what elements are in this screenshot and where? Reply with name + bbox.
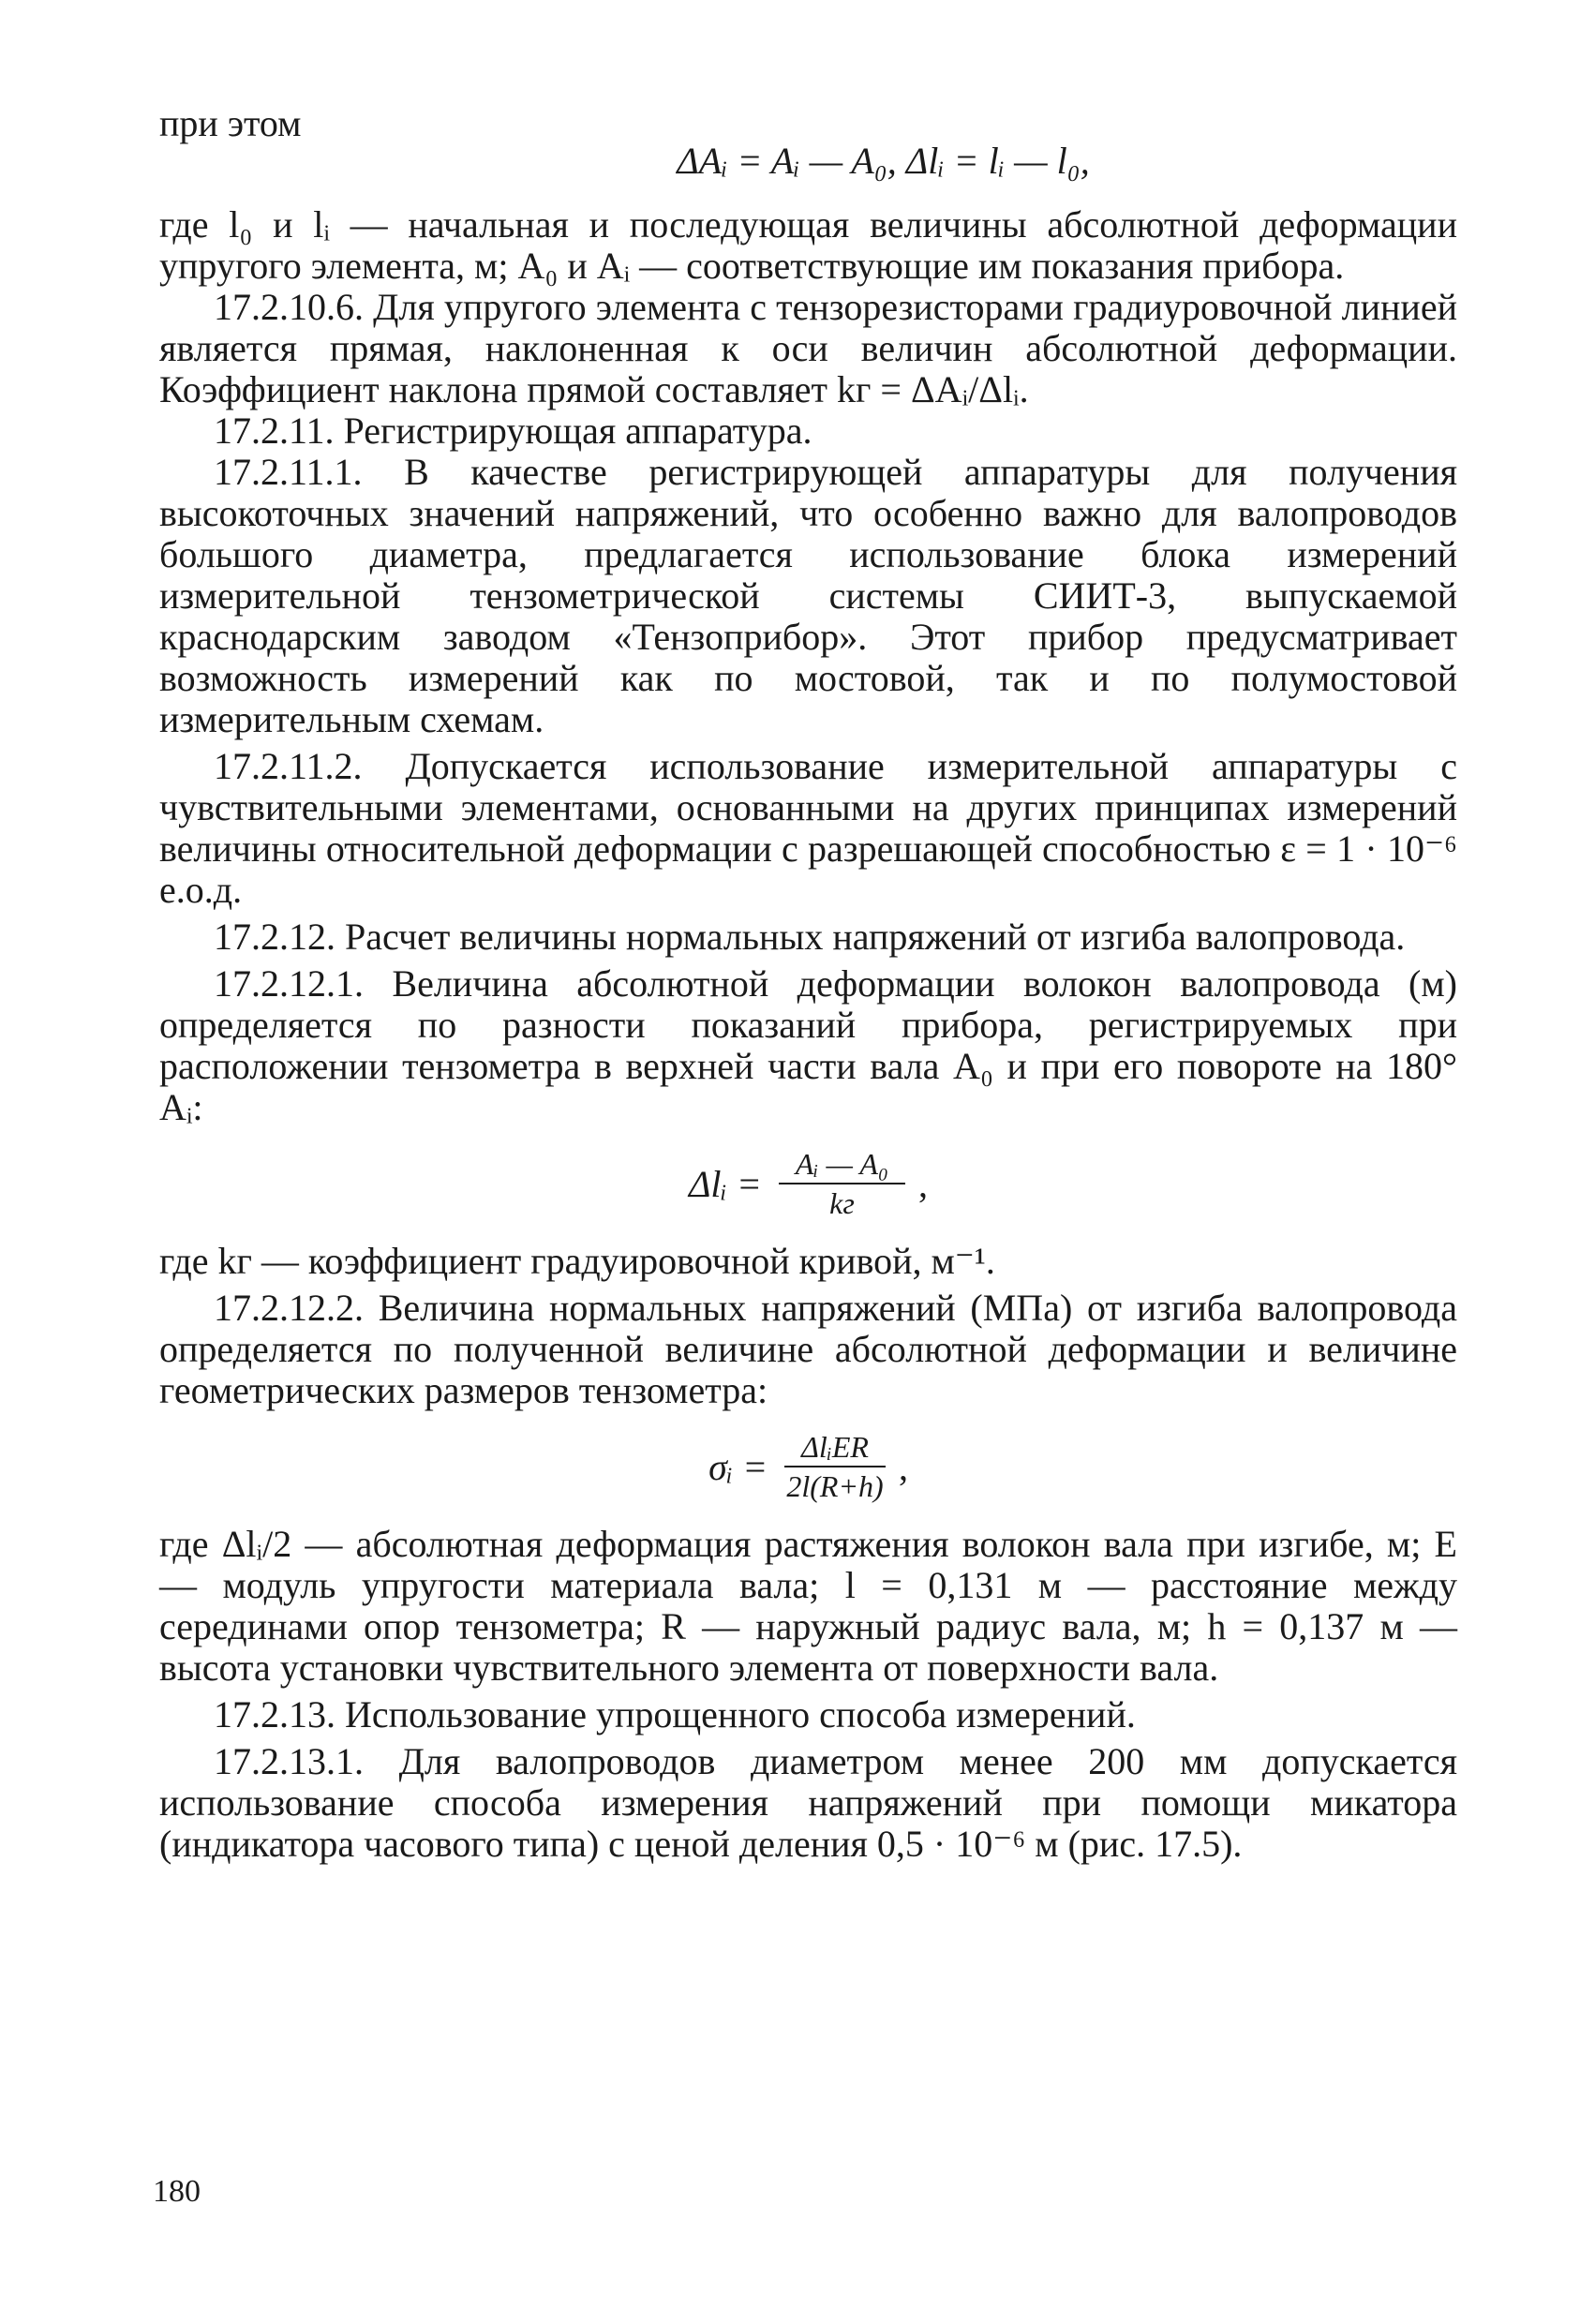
formula-tail: ,: [898, 1445, 908, 1488]
formula-sigma: [159, 1430, 1457, 1503]
intro-text: при этом: [159, 102, 302, 144]
formula-lhs: Δlᵢ =: [688, 1162, 762, 1205]
paragraph: где Δlᵢ/2 — абсолютная деформация растяжения волокон вала при изгибе, м; E — модуль упругости материала вала; l = 0,131 м — расстояние между серединами опор тензометра; R — наружный радиус вала, м; h = 0,137 м — высота установки чувствительного элемента от поверхности вала.: [159, 1523, 1457, 1689]
paragraph: где kг — коэффициент градуировочной кривой, м⁻¹.: [159, 1240, 995, 1282]
fraction-denominator: 2l(R+h): [786, 1469, 884, 1503]
paragraph: 17.2.12.1. Величина абсолютной деформации волокон валопровода (м) определяется по разности показаний прибора, регистрируемых при расположении тензометра в верхней части вала A₀ и при его повороте на 180° Aᵢ:: [159, 962, 1457, 1128]
paragraph: 17.2.13.1. Для валопроводов диаметром менее 200 мм допускается использование способа измерения напряжений при помощи микатора (индикатора часового типа) с ценой деления 0,5 · 10⁻⁶ м (рис. 17.5).: [159, 1740, 1457, 1865]
section-heading: 17.2.13. Использование упрощенного способа измерений.: [214, 1693, 1136, 1736]
page-body: [159, 103, 1457, 1865]
fraction: [784, 1430, 886, 1503]
formula-tail: ,: [918, 1162, 929, 1205]
paragraph: 17.2.11.1. В качестве регистрирующей аппаратуры для получения высокоточных значений напряжений, что особенно важно для валопроводов большого диаметра, предлагается использование блока измерений измерительной тензометрической системы СИИТ-3, выпускаемой краснодарским заводом «Тензоприбор». Этот прибор предусматривает возможность измерений как по мостовой, так и по полумостовой измерительным схемам.: [159, 451, 1457, 740]
paragraph: где l₀ и lᵢ — начальная и последующая величины абсолютной деформации упругого элемента, м; A₀ и Aᵢ — соответствующие им показания прибора.: [159, 203, 1457, 287]
paragraph: 17.2.12.2. Величина нормальных напряжений (МПа) от изгиба валопровода определяется по полученной величине абсолютной деформации и величине геометрических размеров тензометра:: [159, 1287, 1457, 1411]
fraction-numerator: ΔlᵢER: [784, 1430, 886, 1467]
formula-delta-l: [159, 1147, 1457, 1220]
section-heading: 17.2.11. Регистрирующая аппаратура.: [214, 410, 812, 452]
page-number: 180: [153, 2174, 201, 2209]
formula-lhs: σᵢ =: [708, 1445, 768, 1488]
fraction-numerator: Aᵢ — A₀: [779, 1147, 905, 1184]
paragraph: 17.2.11.2. Допускается использование измерительной аппаратуры с чувствительными элементами, основанными на других принципах измерений величины относительной деформации с разрешающей способностью ε = 1 · 10⁻⁶ е.о.д.: [159, 745, 1457, 911]
fraction: [779, 1147, 905, 1220]
section-heading: 17.2.12. Расчет величины нормальных напряжений от изгиба валопровода.: [214, 916, 1406, 958]
paragraph: 17.2.10.6. Для упругого элемента с тензорезисторами градиуровочной линией является прямая, наклоненная к оси величин абсолютной деформации. Коэффициент наклона прямой составляет kг = ΔAᵢ/Δlᵢ.: [159, 286, 1457, 410]
fraction-denominator: kг: [829, 1186, 855, 1220]
formula-delta: ΔAᵢ = Aᵢ — A₀, Δlᵢ = lᵢ — l₀,: [677, 140, 1090, 182]
